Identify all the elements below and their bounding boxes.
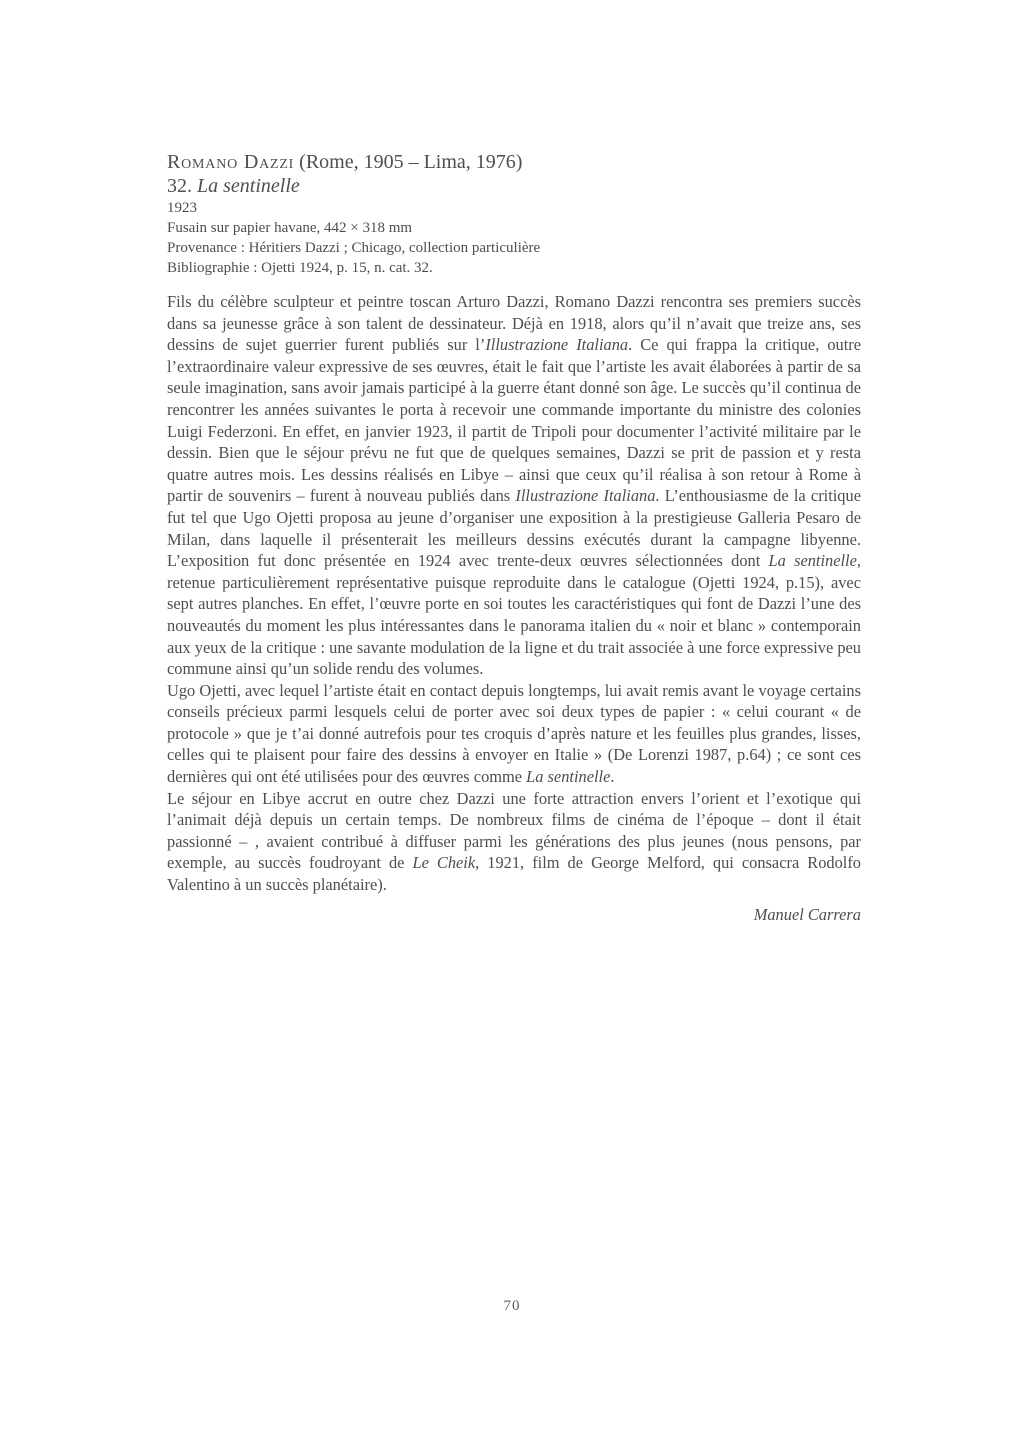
text-run: , 1921, film de George Melford, qui consacra Rodolfo Valentino à un succès planétaire). (167, 853, 861, 895)
essay-paragraph (167, 788, 861, 896)
essay-paragraph (167, 291, 861, 680)
text-run: . Ce qui frappa la critique, outre l’extraordinaire valeur expressive de ses œuvres, était le fait que l’artiste les avait élaborées à partir de sa seule imagination, sans avoir jamais participé à la guerre étant donné son âge. Le succès qu’il continua de rencontrer les années suivantes le porta à recevoir une commande importante du ministre des colonies Luigi Federzoni. En effet, en janvier 1923, il partit de Tripoli pour documenter l’activité militaire par le dessin. Bien que le séjour prévu ne fut que de quelques semaines, Dazzi se prit de passion et y resta quatre autres mois. Les dessins réalisés en Libye – ainsi que ceux qu’il réalisa à son retour à Rome à partir de souvenirs – furent à nouveau publiés dans (167, 335, 861, 506)
work-year: 1923 (167, 200, 197, 216)
work-number: 32. (167, 175, 197, 197)
work-bibliography: Bibliographie : Ojetti 1924, p. 15, n. cat. 32. (167, 260, 433, 276)
work-title: La sentinelle (197, 175, 300, 197)
catalog-entry (167, 150, 861, 925)
italic-run: Illustrazione Italiana (485, 335, 629, 355)
page-number: 70 (503, 1298, 521, 1314)
work-medium: Fusain sur papier havane, 442 × 318 mm (167, 220, 413, 236)
artist-name: Romano Dazzi (167, 151, 295, 173)
italic-run: La sentinelle (526, 767, 611, 787)
text-run: Ugo Ojetti, avec lequel l’artiste était en contact depuis longtemps, lui avait remis avant le voyage certains conseils précieux parmi lesquels celui de porter avec soi deux types de papier : « celui courant « de protocole » que je t’ai donné autrefois pour tes croquis d’après nature et les feuilles plus grandes, lisses, celles qui te plaisent pour faire des dessins à envoyer en Italie » (De Lorenzi 1987, p.64) ; ce sont ces dernières qui ont été utilisées pour des œuvres comme (167, 680, 861, 787)
text-run: Le séjour en Libye accrut en outre chez Dazzi une forte attraction envers l’orient et l’exotique qui l’animait déjà depuis un certain temps. De nombreux films de cinéma de l’époque – dont il était passionné – , avaient contribué à diffuser parmi les générations des plus jeunes (nous pensons, par exemple, au succès foudroyant de (167, 788, 861, 873)
work-provenance: Provenance : Héritiers Dazzi ; Chicago, collection particulière (167, 240, 541, 256)
essay-body (167, 291, 861, 896)
italic-run: Le Cheik (412, 853, 476, 873)
italic-run: La sentinelle (768, 551, 857, 571)
work-title-line (167, 174, 861, 198)
text-run: , retenue particulièrement représentative puisque reproduite dans le catalogue (Ojetti 1924, p.15), avec sept autres planches. En effet, l’œuvre porte en soi toutes les caractéristiques qui font de Dazzi l’une des nouveautés du moment les plus intéressantes dans le panorama italien du « noir et blanc » contemporain aux yeux de la critique : une savante modulation de la ligne et du trait associée à une force expressive peu commune ainsi qu’un solide rendu des volumes. (167, 551, 861, 679)
artist-heading (167, 150, 861, 174)
author-signature: Manuel Carrera (753, 904, 861, 924)
italic-run: Illustrazione Italiana (515, 486, 656, 506)
text-run: Fils du célèbre sculpteur et peintre toscan Arturo Dazzi, Romano Dazzi rencontra ses premiers succès dans sa jeunesse grâce à son talent de dessinateur. Déjà en 1918, alors qu’il n’avait que treize ans, ses dessins de sujet guerrier furent publiés sur l’ (167, 292, 861, 355)
text-run: . L’enthousiasme de la critique fut tel que Ugo Ojetti proposa au jeune d’organiser une exposition à la prestigieuse Galleria Pesaro de Milan, dans laquelle il présenterait les meilleurs dessins exécutés durant la campagne libyenne. L’exposition fut donc présentée en 1924 avec trente-deux œuvres sélectionnées dont (167, 486, 861, 571)
essay-paragraph (167, 680, 861, 788)
artist-life-dates: (Rome, 1905 – Lima, 1976) (294, 151, 523, 173)
text-run: . (610, 767, 615, 787)
